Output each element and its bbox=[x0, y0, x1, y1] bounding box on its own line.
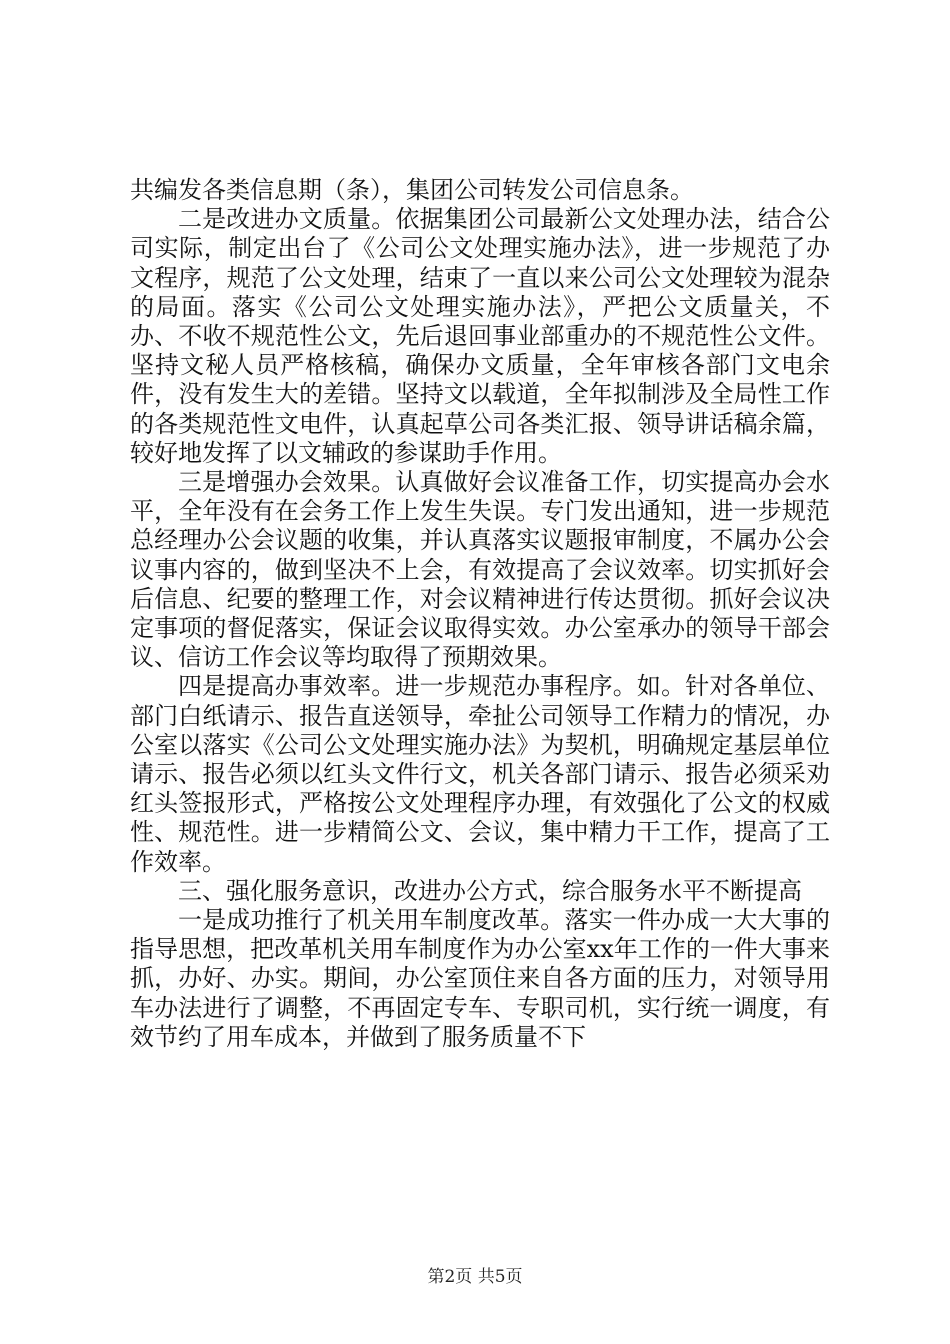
page-number-footer: 第2页 共5页 bbox=[427, 1267, 523, 1287]
document-body bbox=[130, 176, 830, 1052]
paragraph-vehicle-reform: 一是成功推行了机关用车制度改革。落实一件办成一大大事的指导思想，把改革机关用车制度作为办公室xx年工作的一件大事来抓，办好、办实。期间，办公室顶住来自各方面的压力，对领导用车办法进行了调整，不再固定专车、专职司机，实行统一调度，有效节约了用车成本，并做到了服务质量不下 bbox=[130, 906, 830, 1051]
section-heading-service: 三、强化服务意识，改进办公方式，综合服务水平不断提高 bbox=[178, 876, 802, 905]
paragraph-work-efficiency: 四是提高办事效率。进一步规范办事程序。如。针对各单位、部门白纸请示、报告直送领导，牵扯公司领导工作精力的情况，办公室以落实《公司公文处理实施办法》为契机，明确规定基层单位请示、报告必须以红头文件行文，机关各部门请示、报告必须采劝红头签报形式，严格按公文处理程序办理，有效强化了公文的权威性、规范性。进一步精简公文、会议，集中精力干工作，提高了工作效率。 bbox=[130, 672, 830, 876]
paragraph-continuation: 共编发各类信息期（条），集团公司转发公司信息条。 bbox=[130, 176, 694, 204]
paragraph-document-quality: 二是改进办文质量。依据集团公司最新公文处理办法，结合公司实际，制定出台了《公司公文处理实施办法》，进一步规范了办文程序，规范了公文处理，结束了一直以来公司公文处理较为混杂的局面。落实《公司公文处理实施办法》，严把公文质量关，不办、不收不规范性公文，先后退回事业部重办的不规范性公文件。坚持文秘人员严格核稿，确保办文质量，全年审核各部门文电余件，没有发生大的差错。坚持文以载道，全年拟制涉及全局性工作的各类规范性文电件，认真起草公司各类汇报、领导讲话稿余篇，较好地发挥了以文辅政的参谋助手作用。 bbox=[130, 205, 830, 467]
paragraph-meeting-effect: 三是增强办会效果。认真做好会议准备工作，切实提高办会水平，全年没有在会务工作上发生失误。专门发出通知，进一步规范总经理办公会议题的收集，并认真落实议题报审制度，不属办公会议事内容的，做到坚决不上会，有效提高了会议效率。切实抓好会后信息、纪要的整理工作，对会议精神进行传达贯彻。抓好会议决定事项的督促落实，保证会议取得实效。办公室承办的领导干部会议、信访工作会议等均取得了预期效果。 bbox=[130, 468, 830, 672]
